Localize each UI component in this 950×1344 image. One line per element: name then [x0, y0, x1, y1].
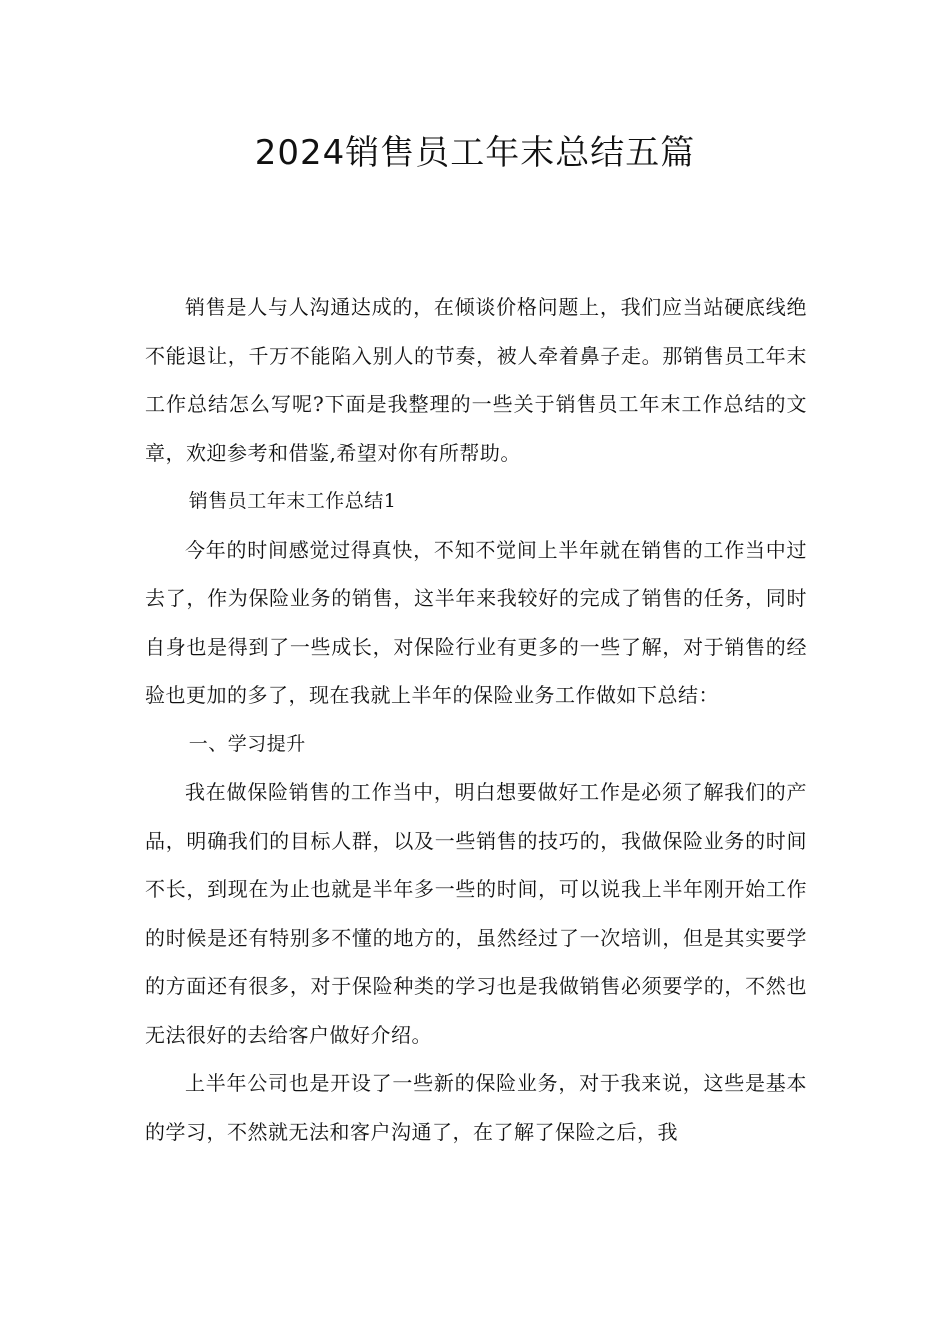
body-paragraph: 上半年公司也是开设了一些新的保险业务，对于我来说，这些是基本的学习，不然就无法和客户沟通了，在了解了保险之后，我 — [145, 1071, 807, 1144]
body-paragraph: 今年的时间感觉过得真快，不知不觉间上半年就在销售的工作当中过去了，作为保险业务的销售，这半年来我较好的完成了销售的任务，同时自身也是得到了一些成长，对保险行业有更多的一些了解，对于销售的经验也更加的多了，现在我就上半年的保险业务工作做如下总结： — [145, 537, 807, 707]
subsection-heading: 一、学习提升 — [188, 732, 306, 755]
document-title: 2024销售员工年末总结五篇 — [254, 133, 696, 173]
body-paragraph: 我在做保险销售的工作当中，明白想要做好工作是必须了解我们的产品，明确我们的目标人群，以及一些销售的技巧的，我做保险业务的时间不长，到现在为止也就是半年多一些的时间，可以说我上半年刚开始工作的时候是还有特别多不懂的地方的，虽然经过了一次培训，但是其实要学的方面还有很多，对于保险种类的学习也是我做销售必须要学的，不然也无法很好的去给客户做好介绍。 — [145, 780, 807, 1047]
section-heading: 销售员工年末工作总结1 — [188, 490, 397, 512]
intro-paragraph: 销售是人与人沟通达成的，在倾谈价格问题上，我们应当站硬底线绝不能退让，千万不能陷入别人的节奏，被人牵着鼻子走。那销售员工年末工作总结怎么写呢?下面是我整理的一些关于销售员工年末工作总结的文章，欢迎参考和借鉴,希望对你有所帮助。 — [145, 295, 807, 465]
document-body — [145, 283, 807, 1156]
